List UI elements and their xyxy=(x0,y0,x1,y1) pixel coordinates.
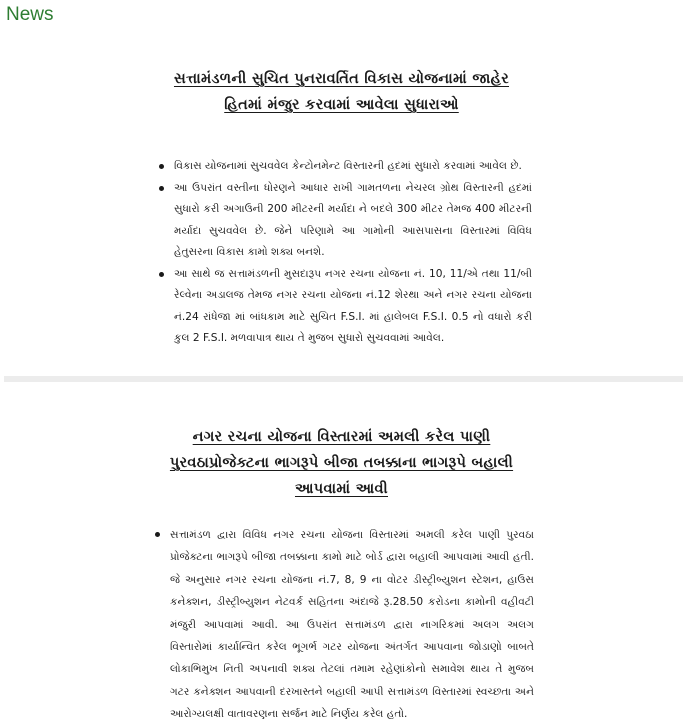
bullet-item: વિકાસ યોજનામાં સુચવવેલ કેન્ટોનમેન્ટ વિસ્તારની હદમાં સુધારો કરવામાં આવેલ છે. xyxy=(156,156,532,178)
headline-line: નગર રચના યોજના વિસ્તારમાં અમલી કરેલ પાણી xyxy=(192,429,491,445)
article-headline[interactable] xyxy=(62,424,622,502)
headline-line: હિતમાં મંજુર કરવામાં આવેલા સુધારાઓ xyxy=(224,97,459,113)
headline-line: આપવામાં આવી xyxy=(294,481,388,497)
headline-line: પુરવઠાપ્રોજેક્ટના ભાગરૂપે બીજા તબક્કાના ભાગરૂપે બહાલી xyxy=(169,455,514,471)
section-title: News xyxy=(6,4,54,25)
article-bullet-list xyxy=(152,524,534,726)
bullet-item: આ ઉપરાંત વસ્તીના ધોરણને આધાર રાખી ગામતળના નેચરલ ગ્રોથ વિસ્તારની હદમાં સુધારો કરી અગાઉની 200 મીટરની મર્યાદા ને બદલે 300 મીટર તેમજ 400 મીટરની મર્યાદા સુચવવેલ છે. જેને પરિણામે આ ગામોની આસપાસના વિસ્તારમાં વિવિધ હેતુસરના વિકાસ કામો શક્ય બનશે. xyxy=(156,178,532,264)
article-bullet-list xyxy=(156,156,532,350)
section-divider xyxy=(4,376,683,382)
headline-line: સત્તામંડળની સુચિત પુનરાવર્તિત વિકાસ યોજનામાં જાહેર xyxy=(173,71,510,87)
news-article xyxy=(0,66,683,350)
news-article xyxy=(0,424,683,726)
bullet-item: સત્તામંડળ દ્વારા વિવિધ નગર રચના યોજના વિસ્તારમાં અમલી કરેલ પાણી પુરવઠા પ્રોજેક્ટના ભાગરૂપે બીજા તબક્કાના કામો માટે બોર્ડ દ્વારા બહાલી આપવામાં આવી હતી. જે અનુસાર નગર રચના યોજના નં.7, 8, 9 ના વોટર ડીસ્ટ્રીબ્યુશન સ્ટેશન, હાઉસ કનેક્શન, ડીસ્ટ્રીબ્યુશન નેટવર્ક સહિતના અંદાજે રૂ.28.50 કરોડના કામોની વહીવટી મંજુરી આપવામાં આવી. આ ઉપરાંત સત્તામંડળ દ્વારા નાગરિકમાં અલગ અલગ વિસ્તારોમાં કાર્યાન્વિત કરેલ ભૂગર્ભ ગટર યોજના અંતર્ગત આપવાના જોડાણો બાબતે લોકાભિમુખ નિતી અપનાવી શક્ય તેટલાં તમામ રહેણાંકોનો સમાવેશ થાય તે મુજબ ગટર કનેક્શન આપવાની દરખાસ્તને બહાલી આપી સત્તામંડળ વિસ્તારમાં સ્વચ્છતા અને આરોગ્યલક્ષી વાતાવરણના સર્જન માટે નિર્ણય કરેલ હતો. xyxy=(152,524,534,726)
bullet-item: આ સાથે જ સત્તામંડળની મુસદારૂપ નગર રચના યોજના નં. 10, 11/એ તથા 11/બી રેલ્વેના અડાલજ તેમજ નગર રચના યોજના નં.12 શેરથા અને નગર રચના યોજના નં.24 રાંધેજા માં બાંધકામ માટે સુચિત F.S.I. માં હાલેબલ F.S.I. 0.5 નો વધારો કરી કુલ 2 F.S.I. મળવાપાત્ર થાય તે મુજબ સુધારો સુચવવામાં આવેલ. xyxy=(156,264,532,350)
article-headline[interactable] xyxy=(62,66,622,118)
